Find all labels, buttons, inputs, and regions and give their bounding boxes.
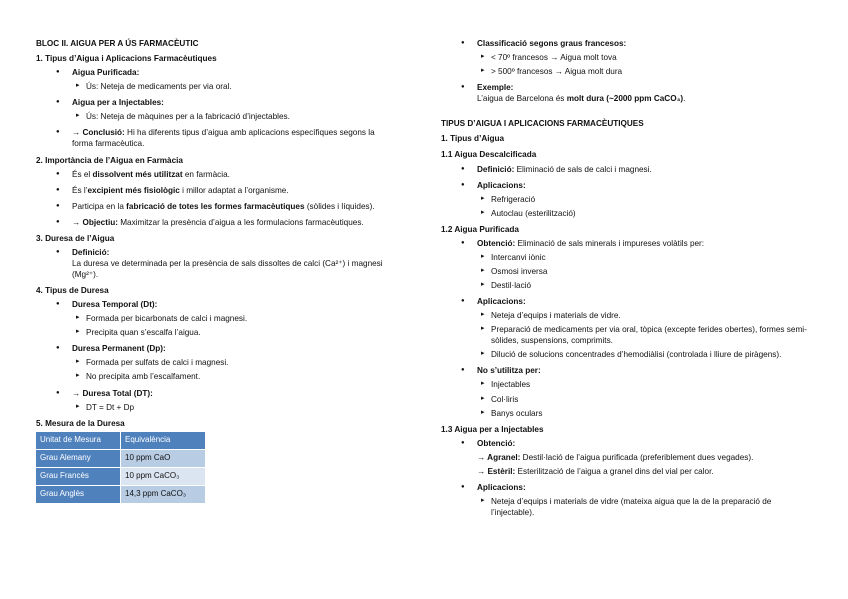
list-item: ● Aplicacions: ▸ Neteja d’equips i materials de vidre (mateixa aigua que la de la preparació de l’injectable). xyxy=(441,482,813,518)
list-item: ● → Objectiu: Maximitzar la presència d’aigua a les formulacions farmacèutiques. xyxy=(36,217,392,228)
section-3-heading: 3. Duresa de l’Aigua xyxy=(36,233,115,243)
sub-item: ▸ Ús: Neteja de medicaments per via oral. xyxy=(72,81,392,92)
definition-text: La duresa ve determinada per la presència de sals dissoltes de calci (Ca²⁺) i magnesi (Mg²⁺). xyxy=(72,258,383,279)
list-item: ● Aplicacions: ▸ Refrigeració ▸ Autoclau (esterilització) xyxy=(441,180,813,219)
section-4-list xyxy=(36,299,392,413)
sub-item: ▸ Dilució de solucions concentrades d’hemodiàlisi (controlada i lliure de piràgens). xyxy=(477,349,813,360)
table-header: Unitat de Mesura xyxy=(36,432,121,449)
list-item: ● No s’utilitza per: ▸ Injectables ▸ Col·liris ▸ Banys oculars xyxy=(441,365,813,418)
section-4-heading: 4. Tipus de Duresa xyxy=(36,286,109,296)
list-item: ● Definició: Eliminació de sals de calci i magnesi. xyxy=(441,164,813,175)
sub-item: ▸ Formada per bicarbonats de calci i magnesi. xyxy=(72,313,392,324)
sub-item: ▸ < 70º francesos → Aigua molt tova xyxy=(477,52,813,63)
sub-item: ▸ Intercanvi iònic xyxy=(477,252,813,263)
list-item: ● Obtenció: Eliminació de sals minerals i impureses volàtils per: ▸ Intercanvi iònic ▸ Osmosi inversa ▸ Destil·lació xyxy=(441,238,813,291)
left-column xyxy=(36,38,392,503)
list-item: ● Definició: La duresa ve determinada per la presència de sals dissoltes de calci (Ca²⁺) i magnesi (Mg²⁺). xyxy=(36,247,392,280)
sub-item: ▸ Neteja d’equips i materials de vidre. xyxy=(477,310,813,321)
types-heading: 1. Tipus d’Aigua xyxy=(441,134,505,144)
sub-item: ▸ DT = Dt + Dp xyxy=(72,402,392,413)
section-1-list xyxy=(36,67,392,149)
list-item: ● Obtenció: → Agranel: Destil·lació de l’aigua purificada (preferiblement dues vegades). → Estèril: Esterilització de l’aigua a granel dins del vial per calor. xyxy=(441,438,813,477)
block-title: BLOC II. AIGUA PER A ÚS FARMACÈUTIC xyxy=(36,39,199,48)
classification-list xyxy=(441,38,813,104)
sub-item: ▸ Osmosi inversa xyxy=(477,266,813,277)
sub-item: ▸ Formada per sulfats de calci i magnesi. xyxy=(72,357,392,368)
list-item: ● Aigua Purificada: ▸ Ús: Neteja de medicaments per via oral. xyxy=(36,67,392,92)
list-item: ● → Conclusió: Hi ha diferents tipus d’aigua amb aplicacions específiques segons la forma farmacèutica. xyxy=(36,127,392,149)
right-column xyxy=(441,38,813,523)
section-3-list xyxy=(36,247,392,280)
section-2-heading: 2. Importància de l’Aigua en Farmàcia xyxy=(36,155,183,165)
section-1-1-heading: 1.1 Aigua Descalcificada xyxy=(441,150,537,160)
sub-item: ▸ Col·liris xyxy=(477,394,813,405)
sub-item: ▸ Banys oculars xyxy=(477,408,813,419)
list-item: ● És el dissolvent més utilitzat en farmàcia. xyxy=(36,169,392,180)
sub-item: ▸ No precipita amb l’escalfament. xyxy=(72,371,392,382)
sub-item: ▸ Neteja d’equips i materials de vidre (mateixa aigua que la de la preparació de l’injectable). xyxy=(477,496,813,518)
sub-item: ▸ Refrigeració xyxy=(477,194,813,205)
sub-item: ▸ Ús: Neteja de màquines per a la fabricació d’injectables. xyxy=(72,111,392,122)
section-1-2-heading: 1.2 Aigua Purificada xyxy=(441,224,519,234)
list-item: ● Aplicacions: ▸ Neteja d’equips i materials de vidre. ▸ Preparació de medicaments per via oral, tòpica (excepte ferides obertes), formes semi-sòlides, suspensions, comprimits. ▸ Dilució de solucions concentrades d’hemodiàlisi (controlada i lliure de piràgens). xyxy=(441,296,813,360)
list-item: ● Duresa Temporal (Dt): ▸ Formada per bicarbonats de calci i magnesi. ▸ Precipita quan s’escalfa l’aigua. xyxy=(36,299,392,338)
table-row: Grau Anglès 14,3 ppm CaCO₃ xyxy=(36,485,206,503)
section-5-heading: 5. Mesura de la Duresa xyxy=(36,418,125,428)
sub-item: ▸ Injectables xyxy=(477,379,813,390)
table-header: Equivalència xyxy=(121,432,206,449)
types-title: TIPUS D’AIGUA I APLICACIONS FARMACÈUTIQUES xyxy=(441,119,644,129)
sub-item: ▸ Autoclau (esterilització) xyxy=(477,208,813,219)
list-item: ● Duresa Permanent (Dp): ▸ Formada per sulfats de calci i magnesi. ▸ No precipita amb l’escalfament. xyxy=(36,343,392,382)
list-item: ● → Duresa Total (DT): ▸ DT = Dt + Dp xyxy=(36,388,392,413)
sub-item: ▸ Precipita quan s’escalfa l’aigua. xyxy=(72,327,392,338)
list-item: ● És l’excipient més fisiològic i millor adaptat a l’organisme. xyxy=(36,185,392,196)
list-item: ● Classificació segons graus francesos: ▸ < 70º francesos → Aigua molt tova ▸ > 500º francesos → Aigua molt dura xyxy=(441,38,813,77)
table-row: Grau Alemany 10 ppm CaO xyxy=(36,449,206,467)
section-1-3-heading: 1.3 Aigua per a Injectables xyxy=(441,424,544,434)
table-row: Grau Francès 10 ppm CaCO₃ xyxy=(36,467,206,485)
sub-item: ▸ > 500º francesos → Aigua molt dura xyxy=(477,66,813,77)
list-item: ● Aigua per a Injectables: ▸ Ús: Neteja de màquines per a la fabricació d’injectables. xyxy=(36,97,392,122)
sub-item: ▸ Destil·lació xyxy=(477,280,813,291)
list-item: ● Participa en la fabricació de totes les formes farmacèutiques (sòlides i líquides). xyxy=(36,201,392,212)
hardness-table xyxy=(36,432,206,503)
section-2-list xyxy=(36,169,392,228)
section-1-heading: 1. Tipus d’Aigua i Aplicacions Farmacèutiques xyxy=(36,54,217,64)
list-item: ● Exemple: L’aigua de Barcelona és molt dura (~2000 ppm CaCO₃). xyxy=(441,82,813,104)
sub-item: ▸ Preparació de medicaments per via oral, tòpica (excepte ferides obertes), formes semi-sòlides, suspensions, comprimits. xyxy=(477,324,813,346)
